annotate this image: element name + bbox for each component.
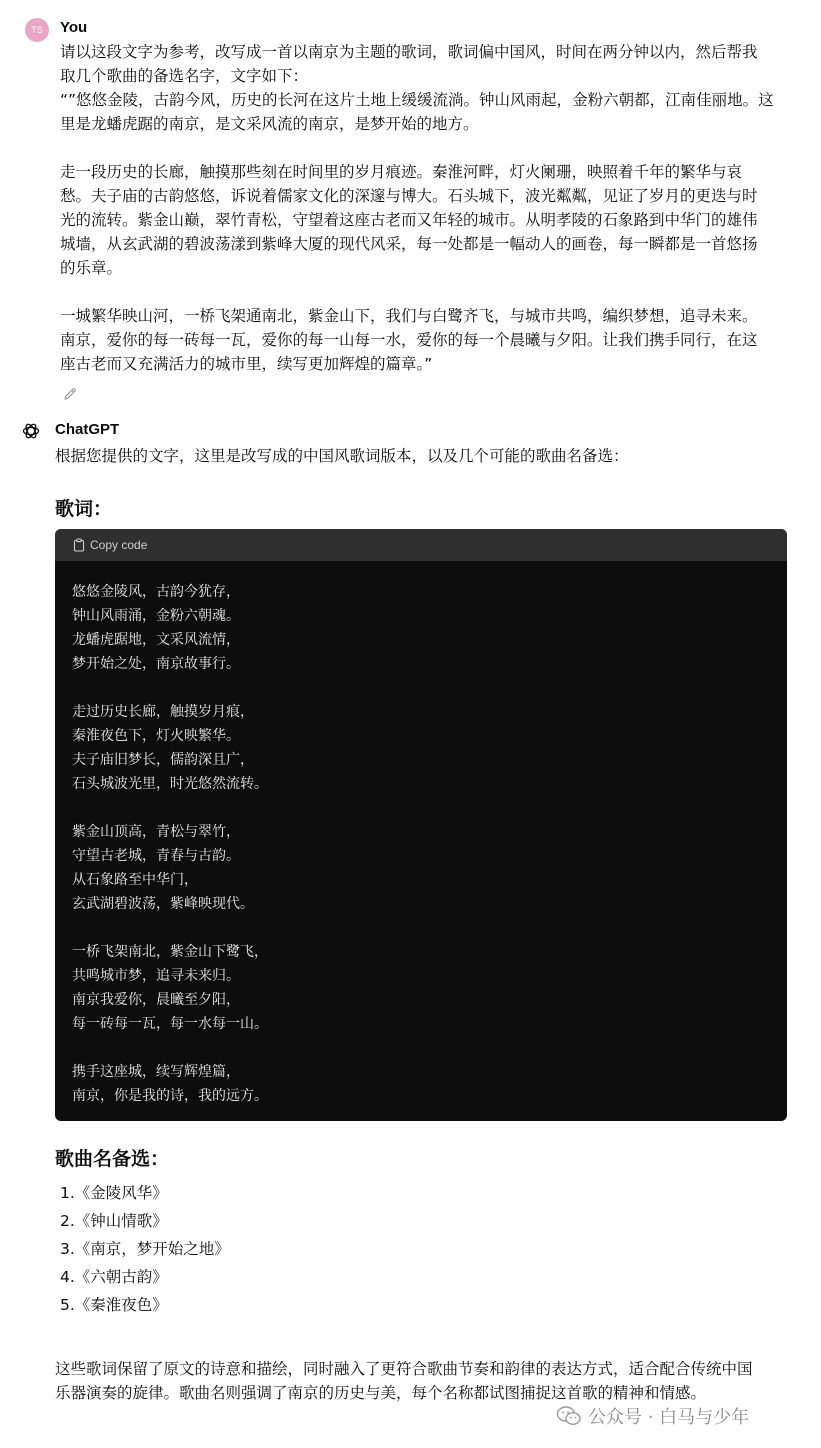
clipboard-icon <box>73 538 85 552</box>
lyric-line: 南京，你是我的诗，我的远方。 <box>72 1088 268 1104</box>
lyric-line: 南京我爱你，晨曦至夕阳， <box>72 992 240 1008</box>
lyric-line: 每一砖每一瓦，每一水每一山。 <box>72 1016 268 1032</box>
lyric-line: 共鸣城市梦，追寻未来归。 <box>72 968 240 984</box>
lyric-line: 一桥飞架南北，紫金山下鹭飞， <box>72 944 268 960</box>
song-names-heading: 歌曲名备选： <box>55 1148 170 1170</box>
lyric-line: 走过历史长廊，触摸岁月痕， <box>72 704 254 720</box>
lyric-line: 秦淮夜色下，灯火映繁华。 <box>72 728 240 744</box>
lyric-line: 夫子庙旧梦长，儒韵深且广， <box>72 752 254 768</box>
lyric-line: 玄武湖碧波荡，紫峰映现代。 <box>72 896 254 912</box>
assistant-intro: 根据您提供的文字，这里是改写成的中国风歌词版本，以及几个可能的歌曲名备选： <box>55 447 629 465</box>
song-names-list <box>60 1181 230 1321</box>
user-message <box>60 40 795 376</box>
lyrics-heading: 歌词： <box>55 498 113 520</box>
openai-logo-icon <box>21 421 41 441</box>
assistant-name: ChatGPT <box>55 421 120 438</box>
lyric-line: 钟山风雨涌，金粉六朝魂。 <box>72 608 240 624</box>
watermark <box>556 1403 749 1429</box>
user-avatar: TS <box>25 18 49 42</box>
lyric-line: 石头城波光里，时光悠然流转。 <box>72 776 268 792</box>
lyric-line: 龙蟠虎踞地，文采风流情， <box>72 632 240 648</box>
copy-code-button[interactable] <box>73 538 147 552</box>
list-item: 3.《南京，梦开始之地》 <box>60 1240 230 1258</box>
watermark-text: 公众号 · 白马与少年 <box>588 1407 750 1428</box>
user-paragraph: 走一段历史的长廊，触摸那些刻在时间里的岁月痕迹。秦淮河畔，灯火阑珊，映照着千年的繁华与哀 愁。夫子庙的古韵悠悠，诉说着儒家文化的深邃与博大。石头城下，波光粼粼，见证了岁月的更迭与时 光的流转。紫金山巅，翠竹青松，守望着这座古老而又年轻的城市。从明孝陵的石象路到中华门的雄伟 城墙，从玄武湖的碧波荡漾到紫峰大厦的现代风采，每一处都是一幅动人的画卷，每一瞬都是一首悠扬 的乐章。 <box>60 163 758 277</box>
lyric-line: 守望古老城，青春与古韵。 <box>72 848 240 864</box>
lyric-line <box>72 796 787 820</box>
lyric-line <box>72 916 787 940</box>
code-header <box>55 529 787 561</box>
lyric-line: 悠悠金陵风，古韵今犹存， <box>72 584 240 600</box>
lyric-line <box>72 1036 787 1060</box>
wechat-icon <box>556 1405 582 1427</box>
user-paragraph: 一城繁华映山河，一桥飞架通南北，紫金山下，我们与白鹭齐飞，与城市共鸣，编织梦想，追寻未来。 南京，爱你的每一砖每一瓦，爱你的每一山每一水，爱你的每一个晨曦与夕阳。让我们携手同行，在这 座古老而又充满活力的城市里，续写更加辉煌的篇章。” <box>60 307 758 373</box>
lyrics-code-block <box>55 529 787 1121</box>
copy-code-label: Copy code <box>90 538 148 552</box>
closing-text: 这些歌词保留了原文的诗意和描绘，同时融入了更符合歌曲节奏和韵律的表达方式，适合配合传统中国 乐器演奏的旋律。歌曲名则强调了南京的历史与美，每个名称都试图捕捉这首歌的精神和情感。 <box>55 1360 753 1402</box>
list-item: 1.《金陵风华》 <box>60 1184 168 1202</box>
user-paragraph: 请以这段文字为参考，改写成一首以南京为主题的歌词，歌词偏中国风，时间在两分钟以内，然后帮我 取几个歌曲的备选名字，文字如下： “”悠悠金陵，古韵今风，历史的长河在这片土地上缓缓流淌。钟山风雨起，金粉六朝都，江南佳丽地。这 里是龙蟠虎踞的南京，是文采风流的南京，是梦开始的地方。 <box>60 43 774 133</box>
lyric-line: 携手这座城，续写辉煌篇， <box>72 1064 240 1080</box>
lyric-line: 紫金山顶高，青松与翠竹， <box>72 824 240 840</box>
user-name: You <box>60 19 88 36</box>
list-item: 2.《钟山情歌》 <box>60 1212 168 1230</box>
lyric-line <box>72 676 787 700</box>
list-item: 5.《秦淮夜色》 <box>60 1296 168 1314</box>
pencil-icon[interactable] <box>62 386 78 402</box>
lyrics-text <box>55 561 787 1108</box>
list-item: 4.《六朝古韵》 <box>60 1268 168 1286</box>
lyric-line: 梦开始之处，南京故事行。 <box>72 656 240 672</box>
lyric-line: 从石象路至中华门， <box>72 872 198 888</box>
